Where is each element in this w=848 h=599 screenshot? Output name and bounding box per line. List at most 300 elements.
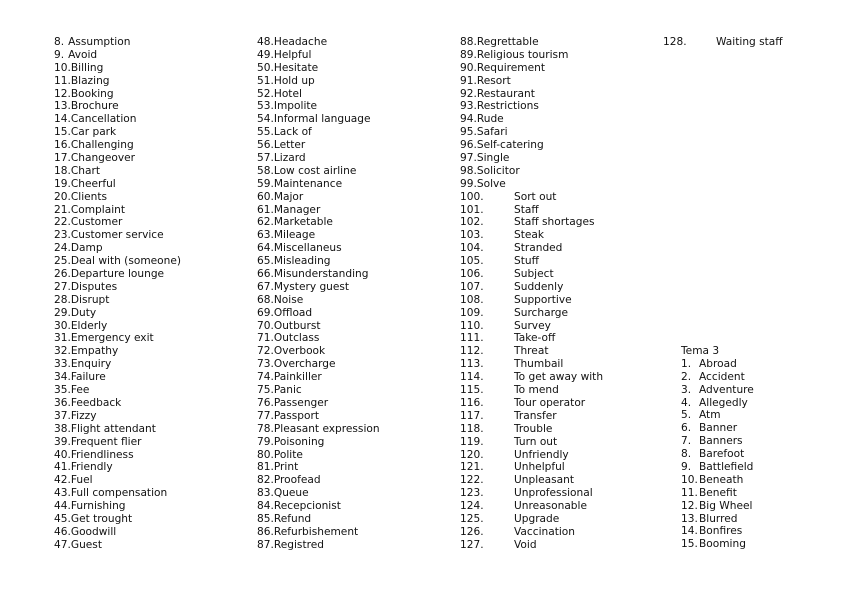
item-number: 4. <box>681 396 692 409</box>
item-number: 109. <box>460 306 484 319</box>
item-term: Low cost airline <box>273 164 357 177</box>
list-item <box>257 371 380 384</box>
item-number: 128. <box>663 36 687 48</box>
item-term: Unfriendly <box>514 448 569 461</box>
list-item <box>257 307 380 320</box>
item-number: 95. <box>460 126 477 139</box>
item-term: Flight attendant <box>70 422 156 435</box>
item-number: 117. <box>460 409 484 422</box>
item-term: Customer <box>70 216 123 229</box>
list-item <box>257 62 380 75</box>
list-item <box>54 526 181 539</box>
item-term: Subject <box>514 268 554 281</box>
item-number: 8. <box>681 448 692 461</box>
item-term: Chart <box>70 164 100 177</box>
item-number: 9. <box>681 461 692 474</box>
item-term: Enquiry <box>70 358 112 371</box>
tema-3-heading: Tema 3 <box>681 345 720 357</box>
list-item <box>460 436 603 449</box>
item-term: Lack of <box>273 126 312 139</box>
item-term: Resort <box>476 74 511 87</box>
item-number: 41. <box>54 461 71 474</box>
item-number: 10. <box>681 473 698 486</box>
item-term: Survey <box>514 319 551 332</box>
item-number: 9. <box>54 48 65 61</box>
item-number: 16. <box>54 139 71 152</box>
item-term: Goodwill <box>70 525 117 538</box>
item-number: 102. <box>460 216 484 229</box>
item-number: 17. <box>54 152 71 165</box>
item-number: 12. <box>681 499 698 512</box>
item-term: Abroad <box>699 357 737 370</box>
list-item <box>460 397 603 410</box>
item-number: 15. <box>681 538 698 551</box>
item-term: Deal with (someone) <box>70 255 181 268</box>
item-term: Banners <box>699 435 743 448</box>
list-item <box>460 255 603 268</box>
list-item <box>257 191 380 204</box>
list-item <box>54 423 181 436</box>
item-number: 13. <box>54 100 71 113</box>
item-term: Miscellaneus <box>273 242 342 255</box>
list-item <box>460 461 603 474</box>
item-number: 90. <box>460 61 477 74</box>
item-number: 15. <box>54 126 71 139</box>
item-number: 119. <box>460 435 484 448</box>
item-number: 48. <box>257 36 274 48</box>
item-term: Empathy <box>70 345 119 358</box>
item-number: 1. <box>681 357 692 370</box>
item-term: Maintenance <box>273 177 343 190</box>
item-term: Self-catering <box>476 139 544 152</box>
list-item <box>460 191 603 204</box>
list-item <box>460 113 603 126</box>
item-number: 39. <box>54 435 71 448</box>
item-number: 51. <box>257 74 274 87</box>
item-term: Staff shortages <box>514 216 595 229</box>
list-item <box>257 384 380 397</box>
list-item <box>681 371 754 384</box>
item-term: Cheerful <box>70 177 116 190</box>
list-item <box>257 204 380 217</box>
item-term: Beneath <box>699 473 744 486</box>
list-item <box>257 423 380 436</box>
list-item <box>257 75 380 88</box>
item-term: Elderly <box>70 319 108 332</box>
list-item <box>54 345 181 358</box>
item-number: 77. <box>257 409 274 422</box>
list-item <box>681 500 754 513</box>
item-number: 59. <box>257 177 274 190</box>
item-term: Damp <box>70 242 103 255</box>
item-term: Barefoot <box>699 448 745 461</box>
item-number: 37. <box>54 409 71 422</box>
item-term: Registred <box>273 538 324 551</box>
item-term: Suddenly <box>514 280 564 293</box>
item-term: Refund <box>273 512 312 525</box>
tema-3-list <box>681 358 754 551</box>
list-item <box>460 410 603 423</box>
item-number: 62. <box>257 216 274 229</box>
item-number: 110. <box>460 319 484 332</box>
item-term: Single <box>476 152 510 165</box>
list-item <box>681 358 754 371</box>
list-item <box>54 397 181 410</box>
item-term: Supportive <box>514 293 572 306</box>
item-term: Religious tourism <box>476 48 569 61</box>
item-number: 8. <box>54 36 65 48</box>
item-term: Safari <box>476 126 508 139</box>
item-term: Refurbishement <box>273 525 359 538</box>
tema-3-section <box>681 345 754 551</box>
list-item <box>681 538 754 551</box>
item-number: 55. <box>257 126 274 139</box>
list-item <box>257 126 380 139</box>
item-number: 126. <box>460 525 484 538</box>
item-term: Customer service <box>70 229 164 242</box>
item-number: 60. <box>257 190 274 203</box>
item-number: 115. <box>460 384 484 397</box>
item-term: Stranded <box>514 242 563 255</box>
list-item <box>257 165 380 178</box>
item-term: Tour operator <box>514 396 586 409</box>
item-term: Mystery guest <box>273 280 350 293</box>
item-number: 85. <box>257 512 274 525</box>
item-term: Proofead <box>273 474 321 487</box>
list-item <box>460 526 603 539</box>
item-number: 61. <box>257 203 274 216</box>
list-item <box>54 410 181 423</box>
item-term: Changeover <box>70 152 136 165</box>
item-term: Informal language <box>273 113 371 126</box>
item-number: 96. <box>460 139 477 152</box>
list-item <box>54 242 181 255</box>
list-item <box>663 36 783 49</box>
item-number: 52. <box>257 87 274 100</box>
list-item <box>257 474 380 487</box>
list-item <box>460 268 603 281</box>
item-number: 81. <box>257 461 274 474</box>
item-number: 98. <box>460 164 477 177</box>
list-item <box>54 513 181 526</box>
item-number: 40. <box>54 448 71 461</box>
list-item <box>54 539 181 552</box>
item-term: Atm <box>699 409 721 422</box>
item-term: Failure <box>70 371 106 384</box>
item-term: Bonfires <box>699 525 743 538</box>
list-item <box>460 513 603 526</box>
word-list-column-4 <box>663 36 783 49</box>
item-term: Emergency exit <box>70 332 154 345</box>
item-term: Panic <box>273 384 302 397</box>
list-item <box>257 320 380 333</box>
item-number: 12. <box>54 87 71 100</box>
item-number: 10. <box>54 61 71 74</box>
item-term: Complaint <box>70 203 126 216</box>
item-term: Friendly <box>70 461 113 474</box>
item-term: Accident <box>699 370 745 383</box>
item-term: Full compensation <box>70 487 168 500</box>
list-item <box>681 397 754 410</box>
item-number: 47. <box>54 538 71 551</box>
list-item <box>54 500 181 513</box>
item-term: Solicitor <box>476 164 520 177</box>
word-list-column-2 <box>257 36 380 552</box>
item-term: Disputes <box>70 280 118 293</box>
item-number: 94. <box>460 113 477 126</box>
list-item <box>257 539 380 552</box>
item-number: 21. <box>54 203 71 216</box>
item-number: 35. <box>54 384 71 397</box>
item-term: Sort out <box>514 190 557 203</box>
item-number: 83. <box>257 487 274 500</box>
list-item <box>54 62 181 75</box>
list-item <box>257 49 380 62</box>
item-term: Print <box>273 461 299 474</box>
list-item <box>54 216 181 229</box>
item-number: 79. <box>257 435 274 448</box>
item-term: Stuff <box>514 255 539 268</box>
item-number: 65. <box>257 255 274 268</box>
item-number: 105. <box>460 255 484 268</box>
list-item <box>54 358 181 371</box>
item-number: 34. <box>54 371 71 384</box>
list-item <box>54 229 181 242</box>
item-number: 14. <box>681 525 698 538</box>
word-list-column-3 <box>460 36 603 552</box>
item-term: Passport <box>273 409 320 422</box>
list-item <box>681 435 754 448</box>
list-item <box>54 461 181 474</box>
list-item <box>460 88 603 101</box>
item-number: 104. <box>460 242 484 255</box>
item-number: 73. <box>257 358 274 371</box>
item-term: Booking <box>70 87 114 100</box>
item-term: Trouble <box>514 422 553 435</box>
item-number: 33. <box>54 358 71 371</box>
list-item <box>54 36 181 49</box>
list-item <box>460 487 603 500</box>
list-item <box>460 384 603 397</box>
item-term: Mileage <box>273 229 316 242</box>
list-item <box>460 294 603 307</box>
list-item <box>460 139 603 152</box>
list-item <box>681 513 754 526</box>
item-term: Get trought <box>70 512 133 525</box>
list-item <box>257 178 380 191</box>
item-term: Duty <box>70 306 97 319</box>
item-number: 66. <box>257 268 274 281</box>
item-number: 116. <box>460 396 484 409</box>
list-item <box>460 371 603 384</box>
list-item <box>460 100 603 113</box>
list-item <box>681 487 754 500</box>
list-item <box>54 332 181 345</box>
list-item <box>54 474 181 487</box>
list-item <box>257 397 380 410</box>
item-term: Marketable <box>273 216 333 229</box>
list-item <box>54 204 181 217</box>
list-item <box>460 178 603 191</box>
item-term: Headache <box>273 36 328 48</box>
item-number: 22. <box>54 216 71 229</box>
item-term: Fizzy <box>70 409 97 422</box>
item-term: Overbook <box>273 345 326 358</box>
list-item <box>54 88 181 101</box>
item-number: 82. <box>257 474 274 487</box>
list-item <box>257 216 380 229</box>
list-item <box>54 113 181 126</box>
list-item <box>257 152 380 165</box>
item-number: 49. <box>257 48 274 61</box>
item-number: 68. <box>257 293 274 306</box>
list-item <box>54 294 181 307</box>
item-term: Cancellation <box>70 113 137 126</box>
item-number: 44. <box>54 500 71 513</box>
list-item <box>460 165 603 178</box>
item-term: Hold up <box>273 74 315 87</box>
item-number: 72. <box>257 345 274 358</box>
item-term: Battlefield <box>699 461 754 474</box>
list-item <box>257 345 380 358</box>
list-item <box>460 449 603 462</box>
list-item <box>460 126 603 139</box>
item-term: Assumption <box>68 36 131 48</box>
item-number: 75. <box>257 384 274 397</box>
item-number: 89. <box>460 48 477 61</box>
list-item <box>460 320 603 333</box>
item-term: Avoid <box>68 48 98 61</box>
item-number: 71. <box>257 332 274 345</box>
item-number: 103. <box>460 229 484 242</box>
item-number: 69. <box>257 306 274 319</box>
list-item <box>257 281 380 294</box>
item-number: 45. <box>54 512 71 525</box>
item-term: Feedback <box>70 396 122 409</box>
list-item <box>257 113 380 126</box>
list-item <box>460 49 603 62</box>
list-item <box>54 268 181 281</box>
item-term: Misleading <box>273 255 331 268</box>
item-term: Fee <box>70 384 90 397</box>
item-term: Big Wheel <box>699 499 753 512</box>
list-item <box>460 539 603 552</box>
list-item <box>460 345 603 358</box>
item-number: 11. <box>681 486 698 499</box>
item-term: Fuel <box>70 474 93 487</box>
item-number: 26. <box>54 268 71 281</box>
item-number: 113. <box>460 358 484 371</box>
list-item <box>257 36 380 49</box>
item-term: Void <box>514 538 537 551</box>
item-number: 64. <box>257 242 274 255</box>
item-number: 78. <box>257 422 274 435</box>
item-number: 92. <box>460 87 477 100</box>
item-term: Steak <box>514 229 545 242</box>
item-number: 31. <box>54 332 71 345</box>
item-term: Take-off <box>514 332 556 345</box>
list-item <box>54 487 181 500</box>
item-number: 101. <box>460 203 484 216</box>
item-term: Misunderstanding <box>273 268 369 281</box>
list-item <box>681 448 754 461</box>
item-term: Outclass <box>273 332 320 345</box>
item-number: 3. <box>681 383 692 396</box>
item-term: Blazing <box>70 74 110 87</box>
item-number: 118. <box>460 422 484 435</box>
item-number: 50. <box>257 61 274 74</box>
list-item <box>460 75 603 88</box>
item-number: 121. <box>460 461 484 474</box>
list-item <box>54 126 181 139</box>
item-number: 107. <box>460 280 484 293</box>
item-term: Friendliness <box>70 448 134 461</box>
list-item <box>54 307 181 320</box>
list-item <box>257 242 380 255</box>
item-term: Regrettable <box>476 36 539 48</box>
list-item <box>460 332 603 345</box>
item-number: 84. <box>257 500 274 513</box>
item-number: 32. <box>54 345 71 358</box>
item-term: Clients <box>70 190 108 203</box>
item-number: 13. <box>681 512 698 525</box>
list-item <box>54 281 181 294</box>
list-item <box>257 487 380 500</box>
list-item <box>257 449 380 462</box>
item-number: 125. <box>460 512 484 525</box>
item-number: 58. <box>257 164 274 177</box>
item-number: 36. <box>54 396 71 409</box>
item-term: Passenger <box>273 396 329 409</box>
item-term: Disrupt <box>70 293 110 306</box>
item-term: Outburst <box>273 319 321 332</box>
list-item <box>54 49 181 62</box>
list-item <box>257 332 380 345</box>
item-term: Allegedly <box>699 396 748 409</box>
list-item <box>54 384 181 397</box>
item-term: Benefit <box>699 486 737 499</box>
item-number: 111. <box>460 332 484 345</box>
item-number: 54. <box>257 113 274 126</box>
item-term: Rude <box>476 113 504 126</box>
list-item <box>54 449 181 462</box>
list-item <box>257 100 380 113</box>
item-term: Waiting staff <box>716 36 783 48</box>
item-number: 53. <box>257 100 274 113</box>
item-term: Billing <box>70 61 104 74</box>
item-number: 76. <box>257 396 274 409</box>
item-number: 88. <box>460 36 477 48</box>
list-item <box>460 216 603 229</box>
list-item <box>460 242 603 255</box>
item-term: Noise <box>273 293 304 306</box>
item-number: 70. <box>257 319 274 332</box>
item-term: Restaurant <box>476 87 535 100</box>
list-item <box>460 62 603 75</box>
list-item <box>257 436 380 449</box>
item-term: Restrictions <box>476 100 539 113</box>
item-number: 43. <box>54 487 71 500</box>
list-item <box>257 88 380 101</box>
list-item <box>460 307 603 320</box>
item-number: 19. <box>54 177 71 190</box>
list-item <box>54 255 181 268</box>
item-term: To mend <box>514 384 559 397</box>
list-item <box>54 178 181 191</box>
item-number: 38. <box>54 422 71 435</box>
item-number: 11. <box>54 74 71 87</box>
item-number: 86. <box>257 525 274 538</box>
